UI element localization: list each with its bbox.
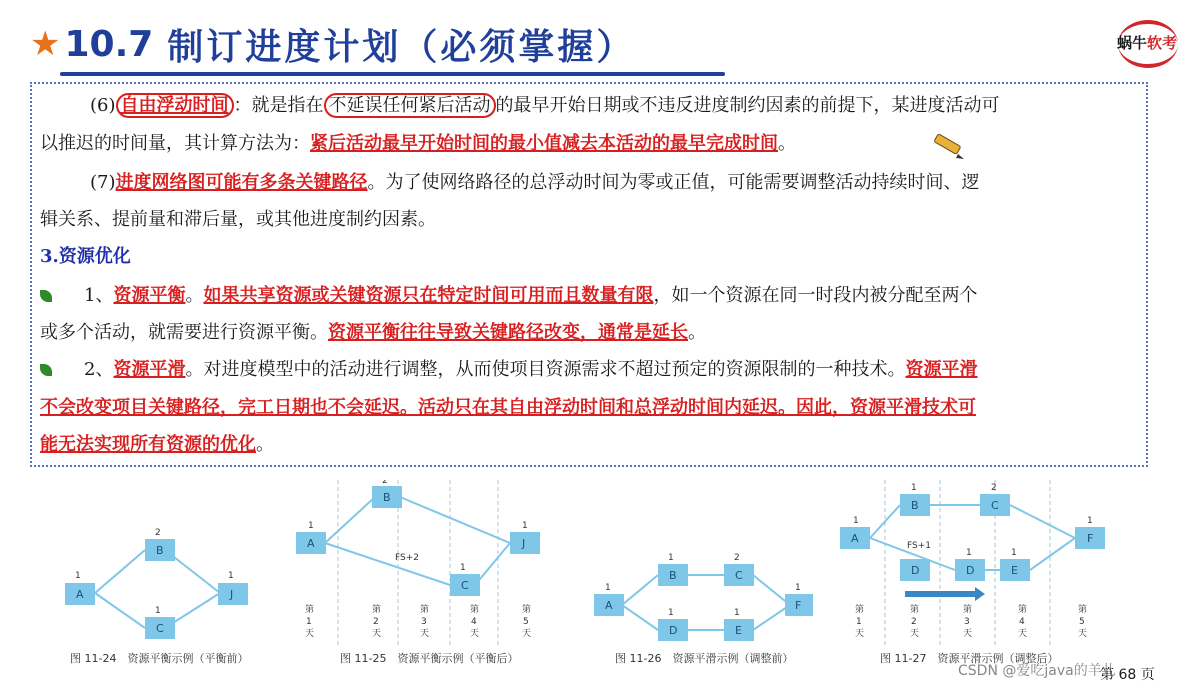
pencil-icon	[930, 130, 966, 160]
figure-11-26	[590, 480, 815, 670]
para-6-line2: 以推迟的时间量，其计算方法为：紧后活动最早开始时间的最小值减去本活动的最早完成时间。	[40, 133, 796, 154]
svg-text:天: 天	[910, 629, 920, 639]
figure-caption: 图 11-26 资源平滑示例（调整前）	[615, 652, 794, 665]
svg-text:1: 1	[668, 553, 674, 563]
svg-text:1: 1	[911, 483, 917, 493]
svg-text:5: 5	[1079, 617, 1085, 627]
svg-text:2: 2	[373, 617, 379, 627]
free-float-formula: 紧后活动最早开始时间的最小值减去本活动的最早完成时间	[310, 133, 778, 154]
term-free-float: 自由浮动时间	[116, 93, 234, 118]
item-2-line2: 不会改变项目关键路径，完工日期也不会延迟。活动只在其自由浮动时间和总浮动时间内延迟。因此，资源平滑技术可	[40, 397, 976, 418]
csdn-watermark: CSDN @爱吃java的羊儿	[958, 663, 1116, 679]
svg-text:第: 第	[305, 605, 315, 615]
svg-text:第: 第	[1078, 605, 1088, 615]
svg-text:B: B	[911, 499, 919, 512]
term-resource-leveling: 资源平衡	[113, 285, 186, 306]
svg-text:第: 第	[910, 605, 920, 615]
item-2-line1: 2、资源平滑。对进度模型中的活动进行调整，从而使项目资源需求不超过预定的资源限制的一种技术。资源平滑	[40, 358, 977, 382]
svg-text:第: 第	[1018, 605, 1028, 615]
svg-text:D: D	[911, 564, 920, 577]
svg-text:C: C	[461, 579, 469, 592]
item-2-line3: 能无法实现所有资源的优化。	[40, 434, 274, 455]
figure-caption: 图 11-27 资源平滑示例（调整后）	[880, 652, 1059, 665]
svg-text:天: 天	[470, 629, 480, 639]
leaf-bullet-icon	[40, 364, 52, 376]
title-text: 制订进度计划（必须掌握）	[167, 26, 636, 68]
svg-text:天: 天	[522, 629, 532, 639]
svg-text:1: 1	[1087, 516, 1093, 526]
svg-text:1: 1	[1011, 548, 1017, 558]
no-delay-phrase: 不延误任何紧后活动	[324, 93, 496, 118]
svg-text:FS+2: FS+2	[395, 553, 419, 563]
svg-text:天: 天	[1078, 629, 1088, 639]
svg-text:A: A	[605, 599, 613, 612]
svg-text:1: 1	[856, 617, 862, 627]
svg-text:3: 3	[421, 617, 427, 627]
svg-text:D: D	[966, 564, 975, 577]
svg-text:B: B	[669, 569, 677, 582]
svg-text:1: 1	[522, 521, 528, 531]
para-6-line1: (6) 自由浮动时间 ：就是指在 不延误任何紧后活动 的最早开始日期或不违反进度制约因素的前提下，某进度活动可	[90, 95, 1000, 116]
svg-text:F: F	[795, 599, 802, 612]
svg-text:2: 2	[911, 617, 917, 627]
svg-text:FS+1: FS+1	[907, 541, 931, 551]
svg-text:2: 2	[382, 480, 388, 486]
para-7-line2: 辑关系、提前量和滞后量，或其他进度制约因素。	[40, 209, 436, 230]
section-heading: 3.资源优化	[40, 246, 131, 267]
figure-caption: 图 11-25 资源平衡示例（平衡后）	[340, 652, 519, 665]
svg-text:天: 天	[963, 629, 973, 639]
page-number: 第 68 页	[1100, 667, 1155, 683]
term-multiple-critical-paths: 进度网络图可能有多条关键路径	[115, 172, 368, 193]
figure-11-25	[290, 480, 560, 670]
svg-text:1: 1	[308, 521, 314, 531]
svg-text:1: 1	[306, 617, 312, 627]
svg-text:4: 4	[1019, 617, 1025, 627]
svg-text:天: 天	[420, 629, 430, 639]
svg-text:天: 天	[1018, 629, 1028, 639]
svg-text:第: 第	[420, 605, 430, 615]
brand-logo: 蜗牛软考	[1108, 14, 1186, 68]
svg-text:4: 4	[471, 617, 477, 627]
star-icon: ★	[30, 24, 61, 64]
svg-text:F: F	[1087, 532, 1094, 545]
svg-text:1: 1	[75, 571, 81, 581]
svg-text:第: 第	[470, 605, 480, 615]
svg-text:J: J	[522, 537, 526, 550]
svg-text:2: 2	[734, 553, 740, 563]
svg-text:第: 第	[855, 605, 865, 615]
svg-text:C: C	[991, 499, 999, 512]
svg-text:A: A	[851, 532, 859, 545]
svg-text:J: J	[230, 588, 234, 601]
svg-text:1: 1	[734, 608, 740, 618]
svg-text:1: 1	[460, 563, 466, 573]
svg-text:1: 1	[155, 606, 161, 616]
svg-text:E: E	[1011, 564, 1018, 577]
title-number: 10.7	[64, 23, 154, 65]
svg-text:E: E	[735, 624, 742, 637]
svg-text:第: 第	[372, 605, 382, 615]
title-underline	[60, 72, 725, 76]
svg-text:D: D	[669, 624, 678, 637]
page-title	[30, 18, 635, 70]
svg-text:3: 3	[964, 617, 970, 627]
svg-text:天: 天	[372, 629, 382, 639]
svg-text:A: A	[76, 588, 84, 601]
item-1-line2: 或多个活动，就需要进行资源平衡。资源平衡往往导致关键路径改变，通常是延长。	[40, 322, 706, 343]
svg-text:第: 第	[522, 605, 532, 615]
svg-text:C: C	[156, 622, 164, 635]
svg-text:天: 天	[305, 629, 315, 639]
svg-text:A: A	[307, 537, 315, 550]
figure-caption: 图 11-24 资源平衡示例（平衡前）	[70, 652, 249, 665]
svg-text:B: B	[156, 544, 164, 557]
leaf-bullet-icon	[40, 290, 52, 302]
svg-text:1: 1	[228, 571, 234, 581]
svg-text:2: 2	[991, 483, 997, 493]
svg-text:1: 1	[853, 516, 859, 526]
svg-text:2: 2	[155, 528, 161, 538]
svg-text:1: 1	[966, 548, 972, 558]
item-1-line1: 1、资源平衡。如果共享资源或关键资源只在特定时间可用而且数量有限，如一个资源在同一时段内被分配至两个	[40, 284, 977, 308]
svg-text:1: 1	[795, 583, 801, 593]
svg-text:B: B	[383, 491, 391, 504]
figure-11-24	[60, 480, 265, 670]
term-resource-smoothing: 资源平滑	[113, 359, 186, 380]
svg-text:5: 5	[523, 617, 529, 627]
para-7-line1: (7)进度网络图可能有多条关键路径。为了使网络路径的总浮动时间为零或正值，可能需要调整活动持续时间、逻	[90, 172, 980, 193]
svg-text:C: C	[735, 569, 743, 582]
svg-text:1: 1	[605, 583, 611, 593]
figure-11-27	[835, 480, 1120, 670]
svg-text:1: 1	[668, 608, 674, 618]
svg-text:第: 第	[963, 605, 973, 615]
svg-text:天: 天	[855, 629, 865, 639]
